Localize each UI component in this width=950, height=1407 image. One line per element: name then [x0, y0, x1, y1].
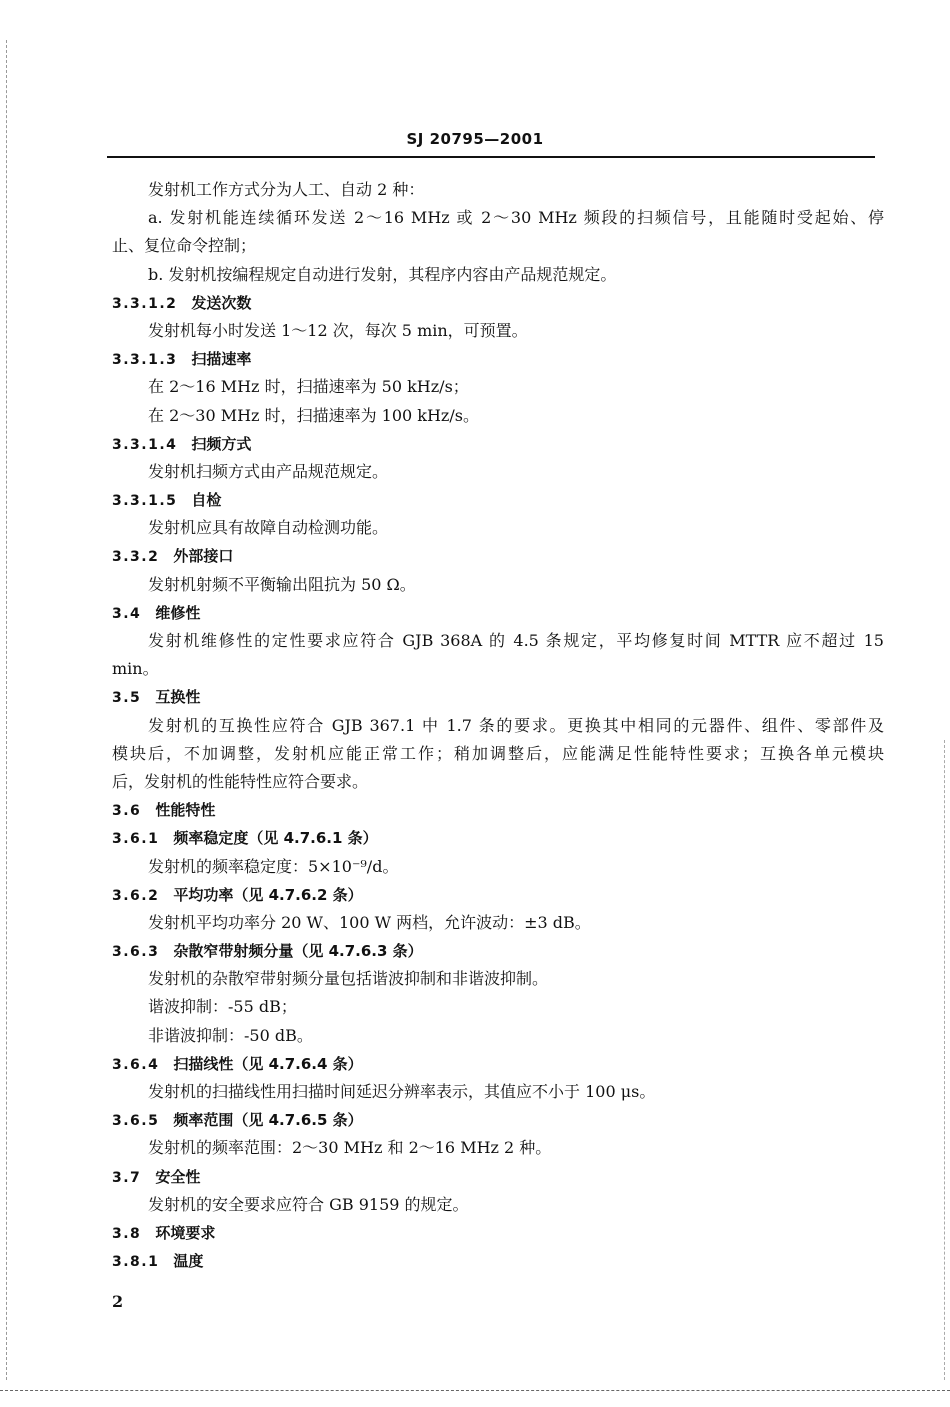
- section-heading: [112, 1219, 884, 1247]
- paragraph-line: 发射机工作方式分为人工、自动 2 种：: [148, 180, 425, 199]
- section-title: 安全性: [155, 1167, 201, 1186]
- section-heading: [112, 937, 884, 965]
- section-heading: [112, 796, 884, 824]
- section-heading: [112, 345, 884, 373]
- section-number: 3.7: [112, 1169, 142, 1186]
- section-heading: [112, 486, 884, 514]
- section-title: 互换性: [155, 688, 201, 707]
- paragraph-line: b. 发射机按编程规定自动进行发射，其程序内容由产品规范规定。: [148, 264, 617, 284]
- section-number: 3.8: [112, 1225, 142, 1242]
- section-number: 3.6.4: [112, 1056, 160, 1073]
- paragraph-line: 止、复位命令控制；: [112, 236, 257, 256]
- section-heading: [112, 683, 884, 711]
- section-number: 3.6.3: [112, 944, 160, 961]
- section-title: 外部接口: [173, 547, 234, 566]
- scan-edge-bottom: [0, 1390, 950, 1391]
- section-title: 维修性: [155, 603, 201, 622]
- paragraph-line: 发射机的互换性应符合 GJB 367.1 中 1.7 条的要求。更换其中相同的元器件、组件、零部件及: [148, 715, 884, 735]
- section-number: 3.3.1.5: [112, 493, 178, 510]
- section-number: 3.3.1.3: [112, 352, 178, 369]
- section-heading: [112, 1106, 884, 1134]
- paragraph-line: 发射机每小时发送 1～12 次，每次 5 min，可预置。: [148, 320, 528, 340]
- section-heading: [112, 542, 884, 570]
- section-number: 3.6.5: [112, 1113, 160, 1130]
- paragraph-line: 发射机维修性的定性要求应符合 GJB 368A 的 4.5 条规定，平均修复时间 MTTR 应不超过 15: [148, 631, 884, 650]
- paragraph-line: a. 发射机能连续循环发送 2～16 MHz 或 2～30 MHz 频段的扫频信号，且能随时受起始、停: [148, 208, 884, 228]
- section-number: 3.8.1: [112, 1254, 160, 1271]
- section-number: 3.6.1: [112, 831, 160, 848]
- section-heading: [112, 430, 884, 458]
- section-heading: [112, 1163, 884, 1191]
- section-title: 扫频方式: [191, 434, 252, 453]
- section-number: 3.3.1.2: [112, 295, 178, 312]
- paragraph-line: 后，发射机的性能特性应符合要求。: [112, 771, 369, 791]
- paragraph-line: 发射机平均功率分 20 W、100 W 两档，允许波动：±3 dB。: [148, 912, 591, 932]
- section-title: 频率范围（见 4.7.6.5 条）: [173, 1111, 363, 1130]
- section-title: 扫描速率: [191, 350, 252, 369]
- section-number: 3.3.2: [112, 549, 160, 566]
- paragraph-line: 谐波抑制：-55 dB；: [148, 997, 297, 1017]
- section-heading: [112, 824, 884, 852]
- section-title: 环境要求: [155, 1223, 216, 1242]
- section-number: 3.6: [112, 803, 142, 820]
- section-number: 3.6.2: [112, 887, 160, 904]
- paragraph-line: 发射机应具有故障自动检测功能。: [148, 518, 389, 538]
- section-title: 自检: [191, 491, 222, 510]
- section-number: 3.5: [112, 690, 142, 707]
- section-title: 平均功率（见 4.7.6.2 条）: [173, 885, 363, 904]
- section-number: 3.4: [112, 605, 142, 622]
- paragraph-line: 在 2～16 MHz 时，扫描速率为 50 kHz/s；: [148, 377, 469, 397]
- document-code-header: SJ 20795—2001: [406, 130, 544, 148]
- section-heading: [112, 1247, 884, 1275]
- section-heading: [112, 599, 884, 627]
- document-body: [112, 176, 884, 1275]
- scan-edge-left: [6, 40, 7, 1380]
- section-title: 性能特性: [155, 801, 216, 820]
- section-title: 频率稳定度（见 4.7.6.1 条）: [173, 829, 378, 848]
- paragraph-line: 模块后，不加调整，发射机应能正常工作；稍加调整后，应能满足性能特性要求；互换各单元模块: [112, 743, 884, 763]
- paragraph-line: min。: [112, 659, 159, 679]
- section-title: 扫描线性（见 4.7.6.4 条）: [173, 1054, 363, 1073]
- section-heading: [112, 1050, 884, 1078]
- header-rule: [107, 156, 875, 158]
- paragraph-line: 发射机的杂散窄带射频分量包括谐波抑制和非谐波抑制。: [148, 969, 549, 989]
- paragraph-line: 非谐波抑制：-50 dB。: [148, 1025, 313, 1045]
- paragraph-line: 发射机的扫描线性用扫描时间延迟分辨率表示，其值应不小于 100 μs。: [148, 1082, 656, 1101]
- paragraph-line: 发射机的频率稳定度：5×10⁻⁹/d。: [148, 856, 399, 876]
- section-heading: [112, 881, 884, 909]
- page-number: 2: [112, 1292, 124, 1311]
- paragraph-line: 发射机的频率范围：2～30 MHz 和 2～16 MHz 2 种。: [148, 1138, 552, 1158]
- section-heading: [112, 289, 884, 317]
- paragraph-line: 发射机扫频方式由产品规范规定。: [148, 461, 389, 481]
- paragraph-line: 发射机射频不平衡输出阻抗为 50 Ω。: [148, 574, 416, 594]
- section-number: 3.3.1.4: [112, 436, 178, 453]
- section-title: 发送次数: [191, 293, 252, 312]
- scan-edge-right: [944, 740, 945, 1380]
- paragraph-line: 在 2～30 MHz 时，扫描速率为 100 kHz/s。: [148, 405, 479, 425]
- section-title: 温度: [173, 1252, 204, 1271]
- paragraph-line: 发射机的安全要求应符合 GB 9159 的规定。: [148, 1194, 469, 1214]
- section-title: 杂散窄带射频分量（见 4.7.6.3 条）: [173, 942, 423, 961]
